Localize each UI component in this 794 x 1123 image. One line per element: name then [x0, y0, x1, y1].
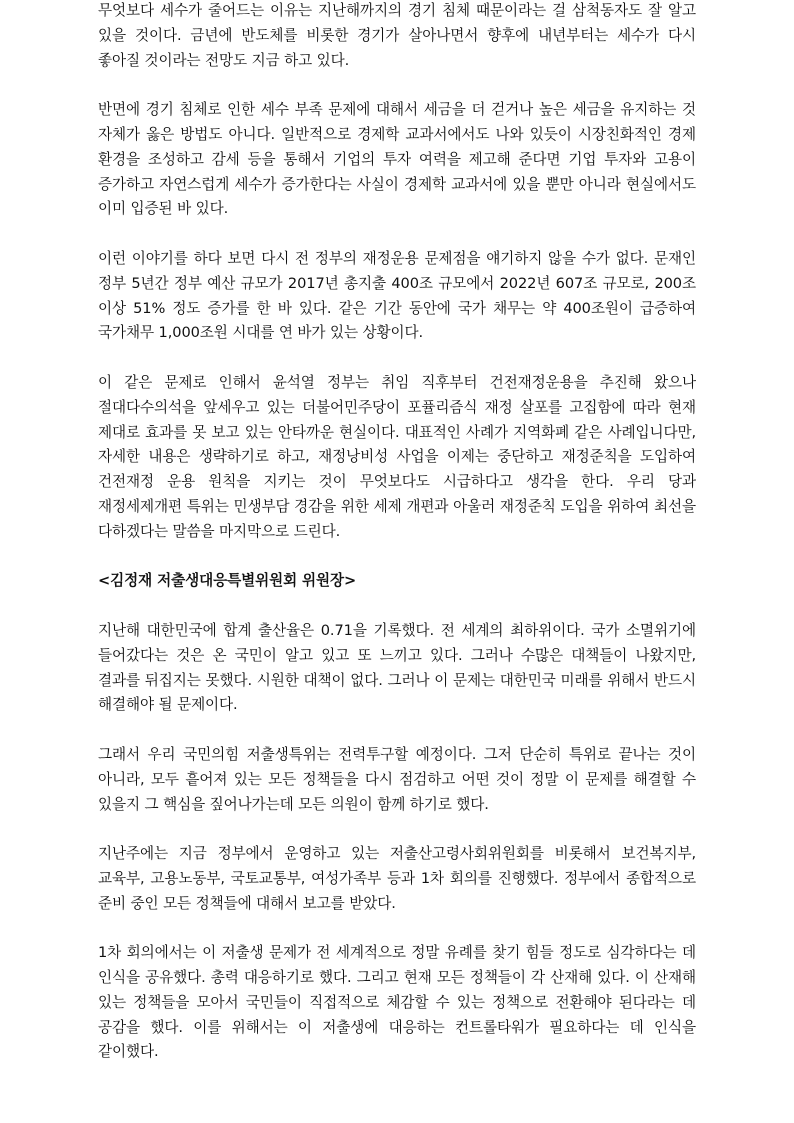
- document-page: [98, 0, 696, 1090]
- paragraph-previous-government-finance: 이런 이야기를 하다 보면 다시 전 정부의 재정운용 문제점을 얘기하지 않을 수가 없다. 문재인 정부 5년간 정부 예산 규모가 2017년 총지출 400조 규모에서 2022년 607조 규모로, 200조 이상 51% 정도 증가를 한 바 있다. 같은 기간 동안에 국가 채무는 약 400조원이 급증하여 국가채무 1,000조원 시대를 연 바가 있는 상황이다.: [98, 249, 696, 342]
- paragraph-tax-revenue-decline: 무엇보다 세수가 줄어드는 이유는 지난해까지의 경기 침체 때문이라는 걸 삼척동자도 잘 알고 있을 것이다. 금년에 반도체를 비롯한 경기가 살아나면서 향후에 내년부터는 세수가 다시 좋아질 것이라는 전망도 지금 하고 있다.: [98, 2, 696, 69]
- paragraph-meeting-results: 1차 회의에서는 이 저출생 문제가 전 세계적으로 정말 유례를 찾기 힘들 정도로 심각하다는 데 인식을 공유했다. 총력 대응하기로 했다. 그리고 현재 모든 정책들이 각 산재해 있다. 이 산재해 있는 정책들을 모아서 국민들이 직접적으로 체감할 수 있는 정책으로 전환해야 된다라는 데 공감을 했다. 이를 위해서는 이 저출생에 대응하는 컨트롤타워가 필요하다는 데 인식을 같이했다.: [98, 944, 696, 1061]
- speaker-heading: <김정재 저출생대응특별위원회 위원장>: [98, 572, 357, 590]
- paragraph-special-committee: 그래서 우리 국민의힘 저출생특위는 전력투구할 예정이다. 그저 단순히 특위로 끝나는 것이 아니라, 모두 흩어져 있는 모든 정책들을 다시 점검하고 어떤 것이 정말 이 문제를 해결할 수 있을지 그 핵심을 짚어나가는데 모든 의원이 함께 하기로 했다.: [98, 745, 696, 813]
- paragraph-tax-policy: 반면에 경기 침체로 인한 세수 부족 문제에 대해서 세금을 더 걷거나 높은 세금을 유지하는 것 자체가 옳은 방법도 아니다. 일반적으로 경제학 교과서에서도 나와 있듯이 시장친화적인 경제 환경을 조성하고 감세 등을 통해서 기업의 투자 여력을 제고해 준다면 기업 투자와 고용이 증가하고 자연스럽게 세수가 증가한다는 사실이 경제학 교과서에 있을 뿐만 아니라 현실에서도 이미 입증된 바 있다.: [98, 101, 696, 218]
- paragraph-birth-rate: 지난해 대한민국에 합계 출산율은 0.71을 기록했다. 전 세계의 최하위이다. 국가 소멸위기에 들어갔다는 것은 온 국민이 알고 있고 또 느끼고 있다. 그러나 수많은 대책들이 나왔지만, 결과를 뒤집지는 못했다. 시원한 대책이 없다. 그러나 이 문제는 대한민국 미래를 위해서 반드시 해결해야 될 문제이다.: [98, 621, 696, 714]
- paragraph-first-meeting: 지난주에는 지금 정부에서 운영하고 있는 저출산고령사회위원회를 비롯해서 보건복지부, 교육부, 고용노동부, 국토교통부, 여성가족부 등과 1차 회의를 진행했다. 정부에서 종합적으로 준비 중인 모든 정책들에 대해서 보고를 받았다.: [98, 845, 696, 912]
- paragraph-sound-fiscal-management: 이 같은 문제로 인해서 윤석열 정부는 취임 직후부터 건전재정운용을 추진해 왔으나 절대다수의석을 앞세우고 있는 더불어민주당이 포퓰리즘식 재정 살포를 고집함에 따라 현재 제대로 효과를 못 보고 있는 안타까운 현실이다. 대표적인 사례가 지역화폐 같은 사례입니다만, 자세한 내용은 생략하기로 하고, 재정낭비성 사업을 이제는 중단하고 재정준칙을 도입하여 건전재정 운용 원칙을 지키는 것이 무엇보다도 시급하다고 생각을 한다. 우리 당과 재정세제개편 특위는 민생부담 경감을 위한 세제 개편과 아울러 재정준칙 도입을 위하여 최선을 다하겠다는 말씀을 마지막으로 드린다.: [98, 373, 696, 540]
